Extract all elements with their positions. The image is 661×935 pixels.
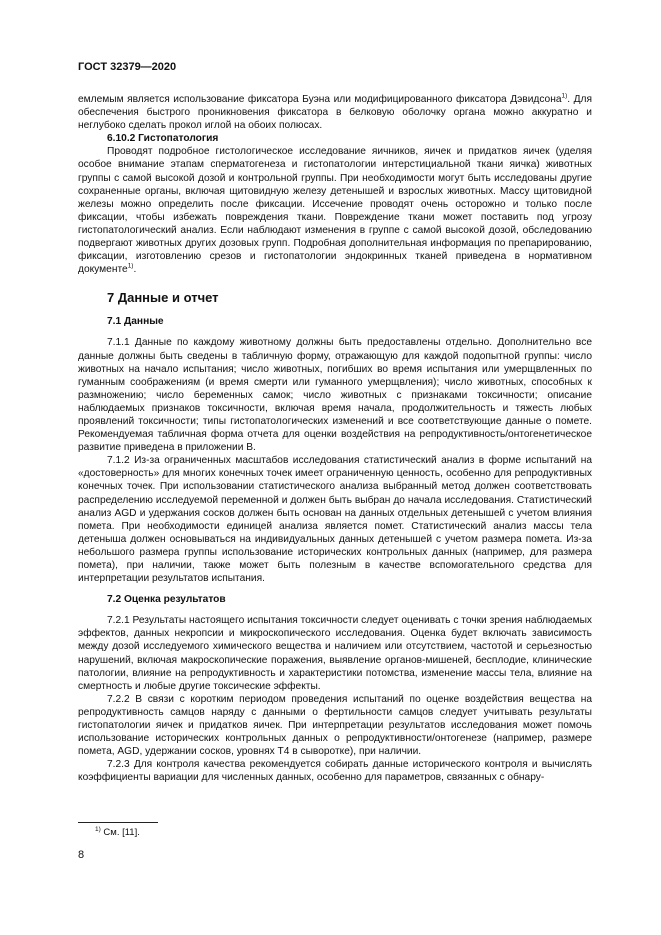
section-heading-7: 7 Данные и отчет [107, 290, 219, 306]
paragraph-fixation-end [78, 93, 592, 132]
paragraph-7-2-3: 7.2.3 Для контроля качества рекомендуется собирать данные исторического контроля и вычислять коэффициенты вариации для численных данных, особенно для параметров, связанных с обнару- [78, 759, 592, 784]
footnote-ref[interactable]: 1) [127, 262, 134, 270]
paragraph-text: емлемым является использование фиксатора Буэна или модифицированного фиксатора Дэвидсона [78, 94, 562, 105]
paragraph-7-2-2: 7.2.2 В связи с коротким периодом проведения испытаний по оценке воздействия вещества на репродуктивность самцов наряду с данными о фертильности самцов следует учитывать результаты гистопатологии яичек и придатков яичек. При интерпретации результатов исследования может помочь использование исторических контрольных данных о репродуктивности/онтогенезе (например, размере помета, AGD, удержании сосков, уровнях Т4 в сыворотке), при наличии. [78, 693, 592, 758]
footnote-divider [78, 822, 158, 823]
paragraph-7-1-2: 7.1.2 Из-за ограниченных масштабов исследования статистический анализ в форме испытаний на «достоверность» для многих конечных точек имеет ограниченную ценность, особенно для репродуктивных конечных точек. При использовании статистического анализа выбранный метод должен соответствовать распределению исследуемой переменной и должен быть выбран до начала исследования. Статистический анализ AGD и удержания сосков должен быть основан на данных отдельных детенышей с учетом влияния помета. При необходимости единицей анализа является помет. Статистический анализ массы тела детеныша должен основываться на индивидуальных данных детенышей с учетом размера помета. Из-за небольшого размера группы использование исторических контрольных данных (например, для размера помета), при наличии, также может быть полезным в качестве вспомогательного средства для интерпретации результатов испытания. [78, 455, 592, 585]
paragraph-text: . [133, 264, 137, 276]
paragraph-7-1-1: 7.1.1 Данные по каждому животному должны быть предоставлены отдельно. Дополнительно все данные должны быть сведены в табличную форму, отражающую для каждой подопытной группы: число животных на начало испытания; число животных, погибших во время испытания или умерщвленных по гуманным соображениям (и время смерти или гуманного умерщвления); число животных, способных к размножению; число беременных самок; число животных с признаками токсичности; описание наблюдаемых признаков токсичности, включая время начала, продолжительность и тяжесть любых проявлений токсичности; типы гистопатологических изменений и все соответствующие данные о помете. Рекомендуемая табличная форма отчета для оценки воздействия на репродуктивность/онтогенетическое развитие приведена в приложении В. [78, 337, 592, 454]
paragraph-histopathology [78, 145, 592, 276]
section-heading-7-1: 7.1 Данные [107, 316, 164, 328]
paragraph-7-2-1: 7.2.1 Результаты настоящего испытания токсичности следует оценивать с точки зрения наблюдаемых эффектов, данных некропсии и микроскопического исследования. Оценка будет включать зависимость между дозой исследуемого химического вещества и наличием или отсутствием, частотой и серьезностью нарушений, включая макроскопические поражения, выявление органов-мишеней, бесплодие, клинические патологии, влияние на репродуктивность и характеристики потомства, изменение массы тела, влияние на смертность и любые другие токсические эффекты. [78, 615, 592, 692]
footnote [95, 827, 140, 838]
section-heading-7-2: 7.2 Оценка результатов [107, 594, 226, 606]
section-heading-6-10-2: 6.10.2 Гистопатология [107, 133, 219, 145]
page-number: 8 [78, 849, 85, 861]
document-header: ГОСТ 32379—2020 [78, 61, 177, 73]
footnote-text: См. [11]. [100, 827, 140, 838]
paragraph-text: . Для обеспечения быстрого проникновения фиксатора в белковую оболочку органа можно аккуратно и неглубоко сделать прокол иглой на обоих полюсах. [78, 94, 592, 132]
page-body [78, 93, 592, 785]
footnote-ref[interactable]: 1) [561, 92, 568, 100]
paragraph-text: Проводят подробное гистологическое исследование яичников, яичек и придатков яичек (уделяя особое внимание этапам сперматогенеза и гистопатологии интерстициальной ткани яичка) животных группы с самой высокой дозой и контрольной группы. При необходимости могут быть исследованы другие сохраненные органы, включая щитовидную железу детенышей и взрослых животных. Массу щитовидной железы можно определить после фиксации. Иссечение проводят очень осторожно и только после фиксации, чтобы избежать повреждения ткани. Повреждение ткани может поставить под угрозу гистопатологический анализ. Если наблюдают изменения в группе с самой высокой дозой, обследованию подвергают животных других дозовых групп. Подробная дополнительная информация по препарированию, фиксации, изготовлению срезов и гистопатологии эндокринных тканей приведена в нормативном документе [78, 146, 592, 276]
footnote-mark: 1) [95, 825, 101, 833]
